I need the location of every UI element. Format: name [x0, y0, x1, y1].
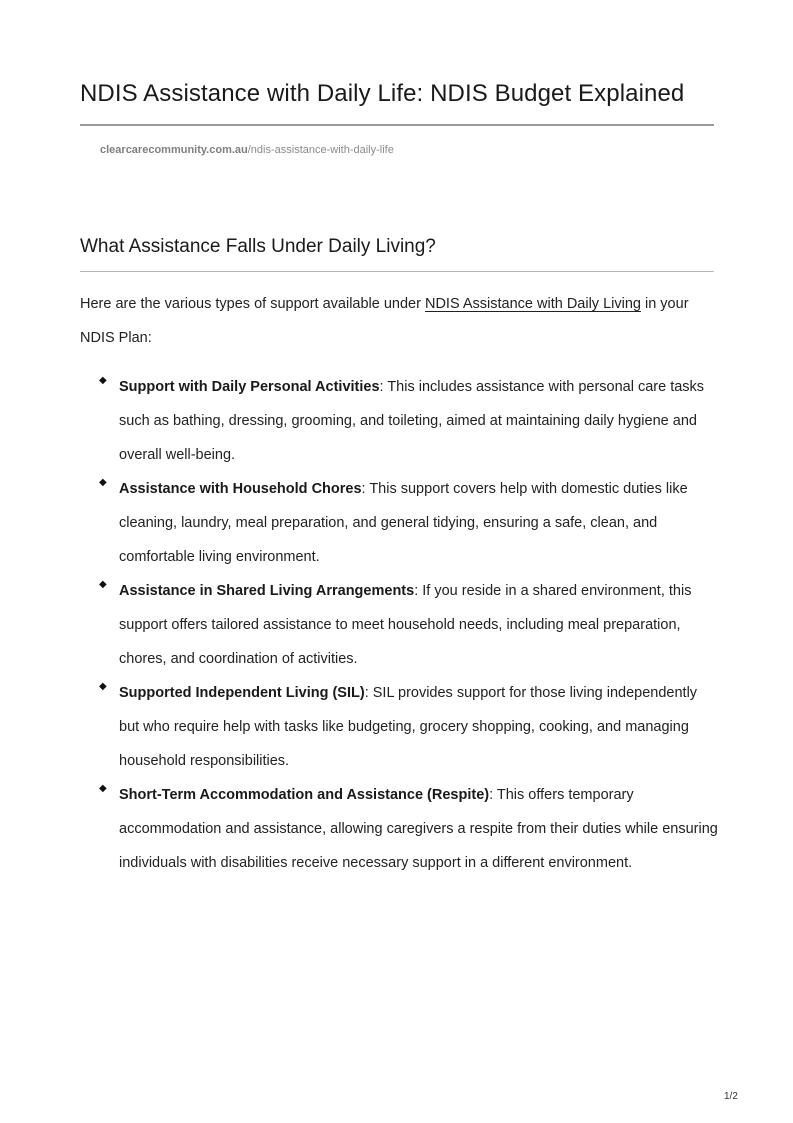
section-heading: What Assistance Falls Under Daily Living?: [80, 236, 436, 257]
intro-text-after-link: in your NDIS Plan:: [80, 296, 689, 346]
list-item-title: Assistance in Shared Living Arrangements: [119, 583, 415, 599]
source-path: /ndis-assistance-with-daily-life: [247, 144, 394, 156]
list-item-text: : SIL provides support for those living independently but who require help with tasks like budgeting, grocery shopping, cooking, and managing household responsibilities.: [119, 685, 698, 769]
source-url[interactable]: [100, 144, 394, 156]
list-item-title: Short-Term Accommodation and Assistance (Respite): [119, 787, 490, 803]
list-item-text: : This includes assistance with personal care tasks such as bathing, dressing, grooming, and toileting, aimed at maintaining daily hygiene and overall well-being.: [119, 379, 705, 463]
section-divider: [80, 271, 714, 272]
bullet-icon: ◆: [99, 579, 107, 590]
list-item-text: : This support covers help with domestic duties like cleaning, laundry, meal preparation, and general tidying, ensuring a safe, clean, and comfortable living environment.: [119, 481, 688, 565]
title-divider: [80, 124, 714, 126]
list-item-text: : This offers temporary accommodation and assistance, allowing caregivers a respite from their duties while ensuring individuals with disabilities receive necessary support in a different environment.: [119, 787, 718, 871]
bullet-icon: ◆: [99, 681, 107, 692]
list-item-title: Support with Daily Personal Activities: [119, 379, 380, 395]
list-item: [80, 574, 720, 676]
bullet-icon: ◆: [99, 375, 107, 386]
list-item: [80, 370, 720, 472]
list-item: [80, 676, 720, 778]
list-item-title: Assistance with Household Chores: [119, 481, 362, 497]
source-domain: clearcarecommunity.com.au: [100, 144, 248, 156]
intro-text-before-link: Here are the various types of support available under: [80, 296, 425, 312]
support-types-list: [80, 370, 720, 880]
bullet-icon: ◆: [99, 477, 107, 488]
page-title: NDIS Assistance with Daily Life: NDIS Budget Explained: [80, 80, 685, 107]
list-item: [80, 778, 720, 880]
intro-paragraph: [80, 287, 720, 355]
ndis-daily-living-link[interactable]: NDIS Assistance with Daily Living: [424, 296, 641, 312]
list-item: [80, 472, 720, 574]
list-item-text: : If you reside in a shared environment, this support offers tailored assistance to meet household needs, including meal preparation, chores, and coordination of activities.: [119, 583, 692, 667]
list-item-title: Supported Independent Living (SIL): [119, 685, 365, 701]
page-number: 1/2: [724, 1091, 738, 1102]
bullet-icon: ◆: [99, 783, 107, 794]
